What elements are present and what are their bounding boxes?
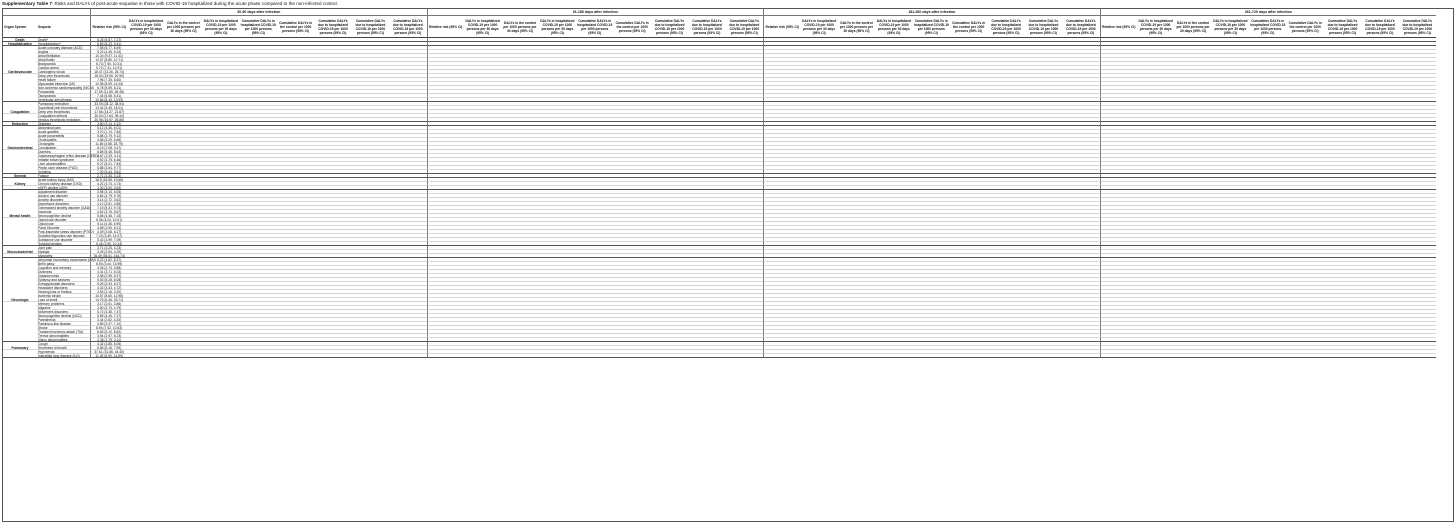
value-cell: [314, 354, 351, 358]
sequela-cell: Alcohol use disorder: [37, 194, 90, 198]
value-cell: 4.92 (3.75, 6.46): [90, 158, 127, 162]
period-header: 30-90 days after infection: [90, 9, 427, 16]
value-cell: 6.27 (5.21, 7.54): [90, 162, 127, 166]
value-cell: 18.47 (13.26, 25.74): [90, 70, 127, 74]
sequela-cell: eGFR decline ≥30%: [37, 186, 90, 190]
column-header-metric: Cumulative DALYs due to hospitalized COVID-19 per 1000 persons (95% CI): [651, 16, 688, 38]
sequela-cell: Pericarditis: [37, 90, 90, 94]
organ-system-cell: General: [3, 174, 37, 178]
value-cell: [1212, 354, 1249, 358]
value-cell: 18.5 (16.96, 19.66): [90, 178, 127, 182]
column-header-metric: DALYs in hospitalized COVID-19 per 1000 persons per 30 days (95% CI): [1212, 16, 1249, 38]
column-header-metric: Cumulative DALYs due to hospitalized COVID-19 per 1000 persons (95% CI): [1062, 16, 1099, 38]
value-cell: 10.57 (8.80, 12.71): [90, 58, 127, 62]
column-header-metric: DALYs in the control per 1000 persons per 30 days (95% CI): [1174, 16, 1211, 38]
organ-system-cell: [3, 354, 37, 358]
value-cell: 5.45 (2.90, 10.24): [90, 242, 127, 246]
organ-system-cell: Cardiovascular: [3, 70, 37, 74]
sequela-cell: Superficial vein thrombosis: [37, 106, 90, 110]
sequela-cell: Atrial fibrillation: [37, 54, 90, 58]
value-cell: 3.49 (2.84, 4.29): [90, 250, 127, 254]
value-cell: [1361, 354, 1398, 358]
value-cell: [202, 354, 239, 358]
value-cell: [277, 354, 314, 358]
value-cell: 25.00 (17.64, 35.44): [90, 114, 127, 118]
sequela-cell: Sedative/hypnotics use disorder: [37, 234, 90, 238]
sequela-cell: Ischemic stroke: [37, 294, 90, 298]
sequela-cell: Myalgia: [37, 250, 90, 254]
value-cell: 17.66 (14.27, 21.87): [90, 110, 127, 114]
organ-system-cell: Kidney: [3, 182, 37, 186]
value-cell: 5.88 (3.79, 9.12): [90, 134, 127, 138]
header-spacer: [37, 9, 90, 16]
sequela-cell: Opioid use: [37, 222, 90, 226]
value-cell: [763, 354, 800, 358]
value-cell: 4.39 (3.08, 6.27): [90, 230, 127, 234]
value-cell: 5.12 (4.36, 6.01): [90, 126, 127, 130]
sequela-cell: Acute gastritis: [37, 130, 90, 134]
value-cell: [651, 354, 688, 358]
value-cell: [1249, 354, 1286, 358]
column-header-metric: Cumulative DALYs in the control per 1000 persons (95% CI): [613, 16, 650, 38]
organ-system-cell: Neurologic: [3, 298, 37, 302]
column-header-metric: Cumulative DALYs due to hospitalized COVID-19 per 1000 persons (95% CI): [314, 16, 351, 38]
value-cell: 5.72 (4.38, 7.47): [90, 310, 127, 314]
organ-system-cell: Musculoskeletal: [3, 250, 37, 254]
value-cell: 8.19 (7.08, 9.47): [90, 146, 127, 150]
sequela-cell: Heart failure: [37, 78, 90, 82]
sequela-cell: Adjustment disorder: [37, 190, 90, 194]
column-header-metric: DALYs in hospitalized COVID-19 per 1000 persons per 30 days (95% CI): [202, 16, 239, 38]
value-cell: 2.63 (2.16, 3.20): [90, 290, 127, 294]
value-cell: 3.14 (2.72, 3.62): [90, 198, 127, 202]
value-cell: 4.12 (3.51, 4.85): [90, 202, 127, 206]
value-cell: 5.32 (3.99, 7.09): [90, 238, 127, 242]
sequela-cell: Migraine: [37, 306, 90, 310]
sequela-cell: Irritable bowel syndrome: [37, 158, 90, 162]
value-cell: 7.58 (6.77, 8.49): [90, 46, 127, 50]
sequela-cell: Parkinson-like disease: [37, 322, 90, 326]
value-cell: [688, 354, 725, 358]
column-header-metric: Cumulative DALYs in hospitalized COVID-19 per 1000 persons (95% CI): [913, 16, 950, 38]
sequela-cell: Hypoxemia: [37, 350, 90, 354]
value-cell: 3.26 (2.74, 3.88): [90, 266, 127, 270]
sequela-cell: Hearing loss or tinnitus: [37, 290, 90, 294]
column-header-metric: Cumulative DALYs due to hospitalized COVID-19 per 1000 persons (95% CI): [1399, 16, 1436, 38]
period-header: 91-180 days after infection: [427, 9, 764, 16]
value-cell: 9.72 (7.31, 12.91): [90, 66, 127, 70]
sequela-cell: Tachycardia: [37, 94, 90, 98]
value-cell: 2.71 (2.35, 3.13): [90, 174, 127, 178]
value-cell: [1137, 354, 1174, 358]
organ-system-cell: Mental health: [3, 214, 37, 218]
column-header-metric: DALYs in the control per 1000 persons per 30 days (95% CI): [501, 16, 538, 38]
value-cell: 4.21 (3.74, 4.73): [90, 182, 127, 186]
value-cell: 5.11 (4.36, 5.99): [90, 222, 127, 226]
value-cell: 6.78 (5.59, 8.21): [90, 86, 127, 90]
column-header-metric: DALYs in the control per 1000 persons per 30 days (95% CI): [838, 16, 875, 38]
sequela-cell: Bradycardia: [37, 62, 90, 66]
value-cell: [950, 354, 987, 358]
value-cell: 4.85 (2.90, 8.11): [90, 226, 127, 230]
value-cell: [726, 354, 763, 358]
sequela-cell: Non-ischemic cardiomyopathy (NICM): [38, 86, 94, 90]
sequela-cell: Shortness of breath: [37, 346, 90, 350]
value-cell: 7.23 (3.49, 14.97): [90, 234, 127, 238]
sequela-cell: Vision abnormalities: [37, 338, 90, 342]
organ-system-cell: Gastrointestinal: [3, 146, 37, 150]
value-cell: 4.02 (3.43, 4.72): [90, 286, 127, 290]
header-spacer: [3, 9, 37, 16]
column-header-metric: Cumulative DALYs due to hospitalized COVID-19 per 1000 persons (95% CI): [1324, 16, 1361, 38]
value-cell: 3.98 (3.14, 5.05): [90, 190, 127, 194]
value-cell: [613, 354, 650, 358]
caption-title: Supplementary Table 7: [2, 1, 52, 6]
column-header-metric: Relative risk (95% CI): [1100, 16, 1137, 38]
value-cell: 5.69 (4.45, 7.27): [90, 314, 127, 318]
column-header-metric: DALYs in hospitalized COVID-19 per 1000 persons per 30 days (95% CI): [875, 16, 912, 38]
period-header: 181-360 days after infection: [763, 9, 1100, 16]
sequela-cell: Suicidal ideation: [37, 242, 90, 246]
sequela-cell: Coagulation defects: [37, 114, 90, 118]
value-cell: [352, 354, 389, 358]
value-cell: [427, 354, 464, 358]
value-cell: [464, 354, 501, 358]
value-cell: 5.66 (4.48, 7.15): [90, 214, 127, 218]
value-cell: 11.45 (8.99, 14.59): [90, 354, 127, 358]
sequela-cell: Chronic kidney disease (CKD): [37, 182, 90, 186]
value-cell: 37.61 (31.86, 44.40): [90, 350, 127, 354]
sequela-cell: Cardiogenic shock: [37, 70, 90, 74]
value-cell: 3.60 (3.14, 4.12): [90, 122, 127, 126]
value-cell: 3.71 (3.25, 4.23): [90, 246, 127, 250]
sequela-cell: Cholangitis: [37, 142, 90, 146]
sequela-cell: Deep vein thrombosis: [37, 74, 90, 78]
sequela-cell: Headache disorders: [37, 286, 90, 290]
value-cell: 4.62 (3.76, 5.67): [90, 210, 127, 214]
sequela-cell: Extrapyramidal disorders: [37, 282, 90, 286]
sequela-cell: Liver abnormalities: [37, 162, 90, 166]
value-cell: 10.34 (9.37, 11.41): [90, 54, 127, 58]
table-caption: [2, 1, 338, 7]
value-cell: 18.00 (15.50, 20.90): [90, 74, 127, 78]
sequela-cell: Dizziness: [37, 270, 90, 274]
sequela-cell: Generalized anxiety disorder (GAD): [38, 206, 91, 210]
value-cell: 3.94 (2.97, 5.23): [90, 334, 127, 338]
column-header-metric: Cumulative DALYs due to hospitalized COVID-19 per 1000 persons (95% CI): [1025, 16, 1062, 38]
column-header-metric: DALYs in hospitalized COVID-19 per 1000 persons per 30 days (95% CI): [464, 16, 501, 38]
value-cell: 8.73 (7.50, 10.31): [90, 62, 127, 66]
sequela-cell: Acute pancreatitis: [37, 134, 90, 138]
value-cell: 8.94 (7.52, 10.63): [90, 326, 127, 330]
value-cell: 11.85 (4.88, 28.79): [90, 142, 127, 146]
column-header-metric: Cumulative DALYs in hospitalized COVID-19 per 1000 persons (95% CI): [240, 16, 277, 38]
column-header-metric: DALYs in hospitalized COVID-19 per 1000 persons per 30 days (95% CI): [1137, 16, 1174, 38]
sequela-cell: Depressive disorders: [37, 202, 90, 206]
sequela-cell: Neurocognitive decline: [37, 214, 90, 218]
column-header-metric: Cumulative DALYs in the control per 1000 persons (95% CI): [1287, 16, 1324, 38]
organ-system-cell: Endocrine: [3, 122, 37, 126]
sequela-cell: Constipation: [37, 146, 90, 150]
value-cell: 5.22 (4.36, 6.24): [90, 50, 127, 54]
sequela-cell: Memory problems: [37, 302, 90, 306]
organ-system-cell: Hospitalization: [3, 42, 37, 46]
value-cell: 2.67 (2.29, 3.11): [90, 154, 127, 158]
sequela-cell: Abnormal involuntary movements (AIM): [38, 258, 96, 262]
value-cell: [1287, 354, 1324, 358]
value-cell: [539, 354, 576, 358]
organ-system-cell: Death: [3, 38, 37, 42]
value-cell: [838, 354, 875, 358]
sequela-cell: Tremor abnormalities: [37, 334, 90, 338]
sequela-cell: Cholecystitis: [37, 138, 90, 142]
value-cell: 6.84 (4.79, 9.76): [90, 194, 127, 198]
column-header-metric: Cumulative DALYs in hospitalized COVID-19 per 1000 persons (95% CI): [1249, 16, 1286, 38]
value-cell: 4.41 (3.71, 5.23): [90, 270, 127, 274]
sequela-cell: Paresthesia: [37, 318, 90, 322]
column-header-metric: Cumulative DALYs due to hospitalized COVID-19 per 1000 persons (95% CI): [688, 16, 725, 38]
value-cell: [1062, 354, 1099, 358]
sequela-cell: Movement disorders: [37, 310, 90, 314]
value-cell: [1100, 354, 1137, 358]
sequela-cell: Transient ischemic attack (TIA): [37, 330, 90, 334]
sequela-cell: Stroke: [37, 326, 90, 330]
value-cell: 13.04 (9.45, 18.01): [90, 106, 127, 110]
column-header-metric: DALYs in hospitalized COVID-19 per 1000 persons per 30 days (95% CI): [539, 16, 576, 38]
sequela-cell: Bell's palsy: [37, 262, 90, 266]
sequela-cell: Panic Disorder: [37, 226, 90, 230]
value-cell: 8.83 (8.23, 9.41): [90, 42, 127, 46]
value-cell: [875, 354, 912, 358]
column-header-metric: Cumulative DALYs due to hospitalized COVID-19 per 1000 persons (95% CI): [726, 16, 763, 38]
value-cell: 6.36 (4.04, 10.01): [90, 218, 127, 222]
sequela-cell: Post-traumatic stress disorder (PTSD): [38, 230, 94, 234]
sequela-cell: Diarrhea: [37, 150, 90, 154]
value-cell: [1399, 354, 1436, 358]
column-header-metric: Cumulative DALYs in the control per 1000 persons (95% CI): [277, 16, 314, 38]
sequela-cell: Acute kidney injury (AKI): [37, 178, 90, 182]
value-cell: [127, 354, 164, 358]
value-cell: 3.70 (1.74, 7.84): [90, 130, 127, 134]
sequela-cell: Deep vein thrombosis: [37, 110, 90, 114]
value-cell: 7.19 (5.31, 9.73): [90, 206, 127, 210]
caption-text: : Risks and DALYs of post-acute sequelae in those with COVID-19 hospitalized during the acute phase compared to the non-infected control.: [51, 1, 338, 6]
value-cell: 3.60 (2.70, 4.79): [90, 306, 127, 310]
sequela-cell: Loss of smell: [37, 298, 90, 302]
sequela-cell: Gastroesophageal reflux disease (GERD): [38, 154, 99, 158]
sequela-cell: Acute coronary disease (ACD): [37, 46, 90, 50]
value-cell: 3.17 (2.61, 3.86): [90, 302, 127, 306]
value-cell: 10.98 (8.59, 14.04): [90, 82, 127, 86]
value-cell: [165, 354, 202, 358]
value-cell: 10.66 (8.15, 13.93): [90, 98, 127, 102]
value-cell: 14.76 (6.46, 33.71): [90, 298, 127, 302]
value-cell: 20.96 (16.97, 25.88): [90, 118, 127, 122]
value-cell: 17.59 (11.69, 26.48): [90, 90, 127, 94]
column-header-sequela: Sequela: [37, 16, 90, 38]
sequela-cell: Fatigue: [37, 174, 90, 178]
column-header-metric: DALYs in hospitalized COVID-19 per 1000 persons per 30 days (95% CI): [800, 16, 837, 38]
table-grid: [3, 9, 1453, 358]
sequela-cell: Neurocognitive decline (NCD): [37, 314, 90, 318]
sequela-cell: Cognition and memory: [37, 266, 90, 270]
sequela-cell: Diabetes: [37, 122, 90, 126]
value-cell: 7.44 (6.58, 8.41): [90, 94, 127, 98]
column-header-metric: Cumulative DALYs due to hospitalized COVID-19 per 1000 persons (95% CI): [1361, 16, 1398, 38]
column-header-metric: Cumulative DALYs due to hospitalized COVID-19 per 1000 persons (95% CI): [352, 16, 389, 38]
value-cell: 3.44 (2.82, 4.20): [90, 318, 127, 322]
sequela-cell: Vomiting: [37, 170, 90, 174]
column-header-metric: DALYs in hospitalized COVID-19 per 1000 persons per 30 days (95% CI): [127, 16, 164, 38]
value-cell: 6.88 (5.48, 8.63): [90, 150, 127, 154]
value-cell: 7.95 (7.35, 8.60): [90, 78, 127, 82]
value-cell: 6.94 (3.44, 13.99): [90, 262, 127, 266]
sequela-cell: Substance use disorder: [37, 238, 90, 242]
value-cell: 4.42 (3.86, 5.06): [90, 342, 127, 346]
value-cell: [240, 354, 277, 358]
organ-system-cell: Coagulation: [3, 110, 37, 114]
value-cell: 3.30 (3.00, 3.63): [90, 186, 127, 190]
sequela-cell: Myopathy: [37, 254, 90, 258]
value-cell: 3.98 (2.95, 5.37): [90, 274, 127, 278]
value-cell: 4.68 (3.29, 6.65): [90, 138, 127, 142]
sequela-cell: Angina: [37, 50, 90, 54]
value-cell: [576, 354, 613, 358]
sequela-cell: Joint pain: [37, 246, 90, 250]
value-cell: 76.49 (35.51, 164.74): [90, 254, 127, 258]
value-cell: 6.63 (5.10, 8.62): [90, 330, 127, 334]
column-header-metric: Relative risk (95% CI): [763, 16, 800, 38]
sequela-cell: Hospitalization*: [37, 42, 90, 46]
value-cell: 2.36 (1.79, 3.11): [90, 338, 127, 342]
sequela-cell: Death*: [37, 38, 90, 42]
sequela-cell: Pulmonary embolism: [37, 102, 90, 106]
column-header-metric: DALYs in the control per 1000 persons per 30 days (95% CI): [165, 16, 202, 38]
sequela-cell: Venous thrombotic embolism: [37, 118, 90, 122]
sequela-cell: Epilepsy and seizures: [37, 278, 90, 282]
sequela-cell: Opioid use disorder: [37, 218, 90, 222]
value-cell: [987, 354, 1024, 358]
period-header: 361-720 days after infection: [1100, 9, 1437, 16]
column-header-metric: Cumulative DALYs due to hospitalized COVID-19 per 1000 persons (95% CI): [389, 16, 426, 38]
sequela-cell: Myocardial infarction (MI): [37, 82, 90, 86]
sequela-cell: Interstitial lung disease (ILD): [37, 354, 90, 358]
value-cell: 6.85 (6.18, 7.59): [90, 346, 127, 350]
column-header-metric: Relative risk (95% CI): [427, 16, 464, 38]
sequela-cell: Dysautonomia: [37, 274, 90, 278]
value-cell: [800, 354, 837, 358]
value-cell: 7.30 (5.44, 9.81): [90, 170, 127, 174]
value-cell: [1025, 354, 1062, 358]
value-cell: 10.57 (8.60, 12.98): [90, 294, 127, 298]
value-cell: [501, 354, 538, 358]
value-cell: 5.88 (3.54, 9.77): [90, 166, 127, 170]
value-cell: [1174, 354, 1211, 358]
column-header-organ-system: Organ System: [3, 16, 37, 38]
sequela-cell: Cough: [37, 342, 90, 346]
supplementary-table: [2, 8, 1454, 522]
value-cell: 33.09 (28.12, 38.94): [90, 102, 127, 106]
value-cell: [389, 354, 426, 358]
value-cell: [913, 354, 950, 358]
sequela-cell: Ventricular arrhythmias: [37, 98, 90, 102]
value-cell: 4.89 (3.37, 7.10): [90, 322, 127, 326]
organ-system-cell: Pulmonary: [3, 346, 37, 350]
sequela-cell: Abdominal pain: [37, 126, 90, 130]
sequela-cell: Anxiety disorders: [37, 198, 90, 202]
column-header-metric: Cumulative DALYs in the control per 1000 persons (95% CI): [950, 16, 987, 38]
sequela-cell: Insomnia: [37, 210, 90, 214]
value-cell: 6.53 (5.28, 8.08): [90, 278, 127, 282]
value-cell: 6.25 (5.57, 7.27): [90, 38, 127, 42]
column-header-metric: Cumulative DALYs in hospitalized COVID-19 per 1000 persons (95% CI): [576, 16, 613, 38]
value-cell: [1324, 354, 1361, 358]
sequela-cell: Peptic ulcer disease (PUD): [37, 166, 90, 170]
sequela-cell: Atrial flutter: [37, 58, 90, 62]
value-cell: 5.25 (3.33, 8.27): [90, 282, 127, 286]
sequela-cell: Cardiac arrest: [37, 66, 90, 70]
value-cell: 6.22 (4.62, 8.37): [90, 258, 127, 262]
column-header-metric: Relative risk (95% CI): [90, 16, 127, 38]
column-header-metric: Cumulative DALYs due to hospitalized COVID-19 per 1000 persons (95% CI): [987, 16, 1024, 38]
